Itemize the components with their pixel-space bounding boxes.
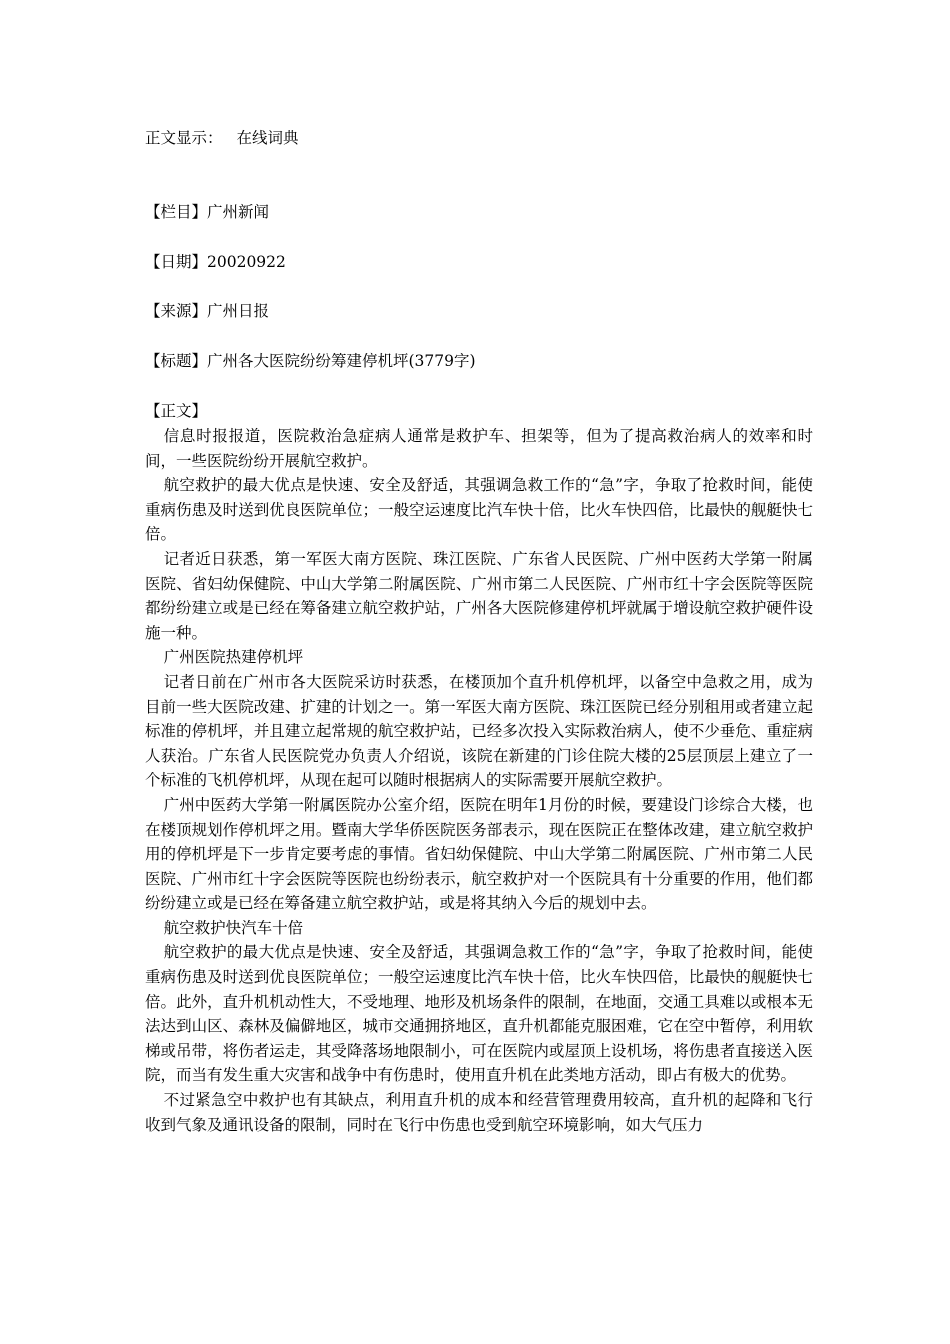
body-paragraph: 记者近日获悉，第一军医大南方医院、珠江医院、广东省人民医院、广州中医药大学第一附属医院、省妇幼保健院、中山大学第二附属医院、广州市第二人民医院、广州市红十字会医院等医院都纷纷建立或是已经在筹备建立航空救护站，广州各大医院修建停机坪就属于增设航空救护硬件设施一种。 (145, 549, 813, 642)
online-dictionary-link[interactable]: 在线词典 (236, 129, 299, 147)
meta-source: 【来源】广州日报 (145, 302, 270, 320)
meta-title: 【标题】广州各大医院纷纷筹建停机坪(3779字) (145, 352, 476, 370)
body-paragraph: 广州中医药大学第一附属医院办公室介绍，医院在明年1月份的时候，要建设门诊综合大楼，也在楼顶规划作停机坪之用。暨南大学华侨医院医务部表示，现在医院正在整体改建，建立航空救护用的停机坪是下一步肯定要考虑的事情。省妇幼保健院、中山大学第二附属医院、广州市第二人民医院、广州市红十字会医院等医院也纷纷表示，航空救护对一个医院具有十分重要的作用，他们都纷纷建立或是已经在筹备建立航空救护站，或是将其纳入今后的规划中去。 (145, 795, 813, 913)
meta-date: 【日期】20020922 (145, 253, 286, 271)
body-label: 【正文】 (145, 402, 208, 420)
body-paragraph: 航空救护的最大优点是快速、安全及舒适，其强调急救工作的“急”字，争取了抢救时间，能使重病伤患及时送到优良医院单位；一般空运速度比汽车快十倍，比火车快四倍，比最快的舰艇快七倍。 (145, 476, 813, 544)
meta-category: 【栏目】广州新闻 (145, 203, 270, 221)
body-paragraph: 记者日前在广州市各大医院采访时获悉，在楼顶加个直升机停机坪，以备空中急救之用，成为目前一些大医院改建、扩建的计划之一。第一军医大南方医院、珠江医院已经分别租用或者建立起标准的停机坪，并且建立起常规的航空救护站，已经多次投入实际救治病人，使不少垂危、重症病人获治。广东省人民医院党办负责人介绍说，该院在新建的门诊住院大楼的25层顶层上建立了一个标准的飞机停机坪，从现在起可以随时根据病人的实际需要开展航空救护。 (145, 672, 813, 790)
display-mode-line (145, 127, 299, 149)
body-paragraph: 信息时报报道，医院救治急症病人通常是救护车、担架等，但为了提高救治病人的效率和时间，一些医院纷纷开展航空救护。 (145, 427, 813, 470)
section-heading: 航空救护快汽车十倍 (163, 918, 304, 937)
section-heading: 广州医院热建停机坪 (163, 648, 304, 667)
body-paragraph: 航空救护的最大优点是快速、安全及舒适，其强调急救工作的“急”字，争取了抢救时间，能使重病伤患及时送到优良医院单位；一般空运速度比汽车快十倍，比火车快四倍，比最快的舰艇快七倍。此外，直升机机动性大，不受地理、地形及机场条件的限制，在地面，交通工具难以或根本无法达到山区、森林及偏僻地区，城市交通拥挤地区，直升机都能克服困难，它在空中暂停，利用软梯或吊带，将伤者运走，其受降落场地限制小，可在医院内或屋顶上设机场，将伤患者直接送入医院，而当有发生重大灾害和战争中有伤患时，使用直升机在此类地方活动，即占有极大的优势。 (145, 943, 813, 1085)
body-paragraph: 不过紧急空中救护也有其缺点，利用直升机的成本和经营管理费用较高，直升机的起降和飞行收到气象及通讯设备的限制，同时在飞行中伤患也受到航空环境影响，如大气压力 (145, 1091, 813, 1134)
display-mode-label: 正文显示： (145, 129, 223, 147)
article-body (145, 424, 813, 1137)
